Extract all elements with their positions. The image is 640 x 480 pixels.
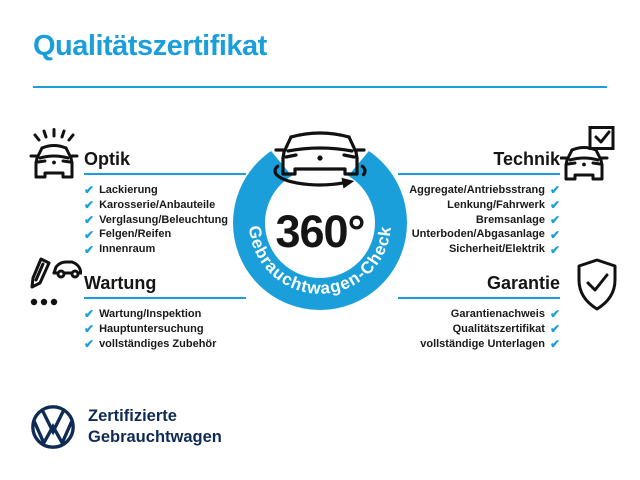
list-item xyxy=(84,213,246,228)
item-label: Wartung/Inspektion xyxy=(99,308,202,320)
service-checklist-icon xyxy=(26,256,82,312)
check-icon: ✔ xyxy=(84,198,95,213)
check-icon: ✔ xyxy=(549,212,560,227)
item-label: Innenraum xyxy=(99,243,156,256)
section-underline xyxy=(84,173,246,175)
check-icon: ✔ xyxy=(549,227,560,242)
check-icon: ✔ xyxy=(84,307,95,322)
check-icon: ✔ xyxy=(84,322,95,337)
checklist-garantie xyxy=(398,307,560,351)
section-garantie xyxy=(398,274,560,351)
section-underline xyxy=(84,297,246,299)
brand-claim xyxy=(88,406,222,448)
check-icon: ✔ xyxy=(549,307,560,322)
ring-label: Gebrauchtwagen-Check xyxy=(244,224,396,299)
list-item xyxy=(84,198,246,213)
checklist-optik xyxy=(84,183,246,257)
car-checkbox-icon xyxy=(560,126,616,184)
item-label: Lenkung/Fahrwerk xyxy=(447,198,545,211)
check-icon: ✔ xyxy=(84,212,95,227)
list-item xyxy=(84,183,246,198)
section-wartung xyxy=(84,274,246,351)
item-label: Lackierung xyxy=(99,184,158,196)
list-item xyxy=(398,227,560,242)
section-title-garantie: Garantie xyxy=(486,273,560,293)
check-icon: ✔ xyxy=(84,183,95,198)
title-divider xyxy=(33,86,607,88)
check-icon: ✔ xyxy=(549,322,560,337)
check-icon: ✔ xyxy=(84,227,95,242)
list-item xyxy=(84,307,246,322)
list-item xyxy=(398,307,560,322)
list-item xyxy=(398,322,560,337)
shield-check-icon xyxy=(574,258,620,312)
item-label: Karosserie/Anbauteile xyxy=(99,198,216,211)
section-underline xyxy=(398,173,560,175)
item-label: vollständige Unterlagen xyxy=(420,337,545,350)
360-check-badge xyxy=(225,116,415,328)
list-item xyxy=(398,183,560,198)
page-title: Qualitätszertifikat xyxy=(33,30,267,62)
list-item xyxy=(398,198,560,213)
item-label: Felgen/Reifen xyxy=(99,228,172,241)
item-label: Garantienachweis xyxy=(450,308,545,320)
item-label: Hauptuntersuchung xyxy=(99,322,204,335)
checklist-technik xyxy=(398,183,560,257)
check-icon: ✔ xyxy=(549,183,560,198)
check-icon: ✔ xyxy=(84,242,95,257)
arrow-head xyxy=(342,178,355,189)
list-item xyxy=(84,227,246,242)
item-label: vollständiges Zubehör xyxy=(99,337,217,350)
brand-claim-line2: Gebrauchtwagen xyxy=(88,428,222,446)
section-title-technik: Technik xyxy=(493,149,560,169)
item-label: Aggregate/Antriebsstrang xyxy=(409,184,545,196)
check-icon: ✔ xyxy=(549,242,560,257)
vw-logo xyxy=(30,404,76,450)
check-icon: ✔ xyxy=(84,336,95,351)
section-underline xyxy=(398,297,560,299)
section-title-optik: Optik xyxy=(84,149,131,169)
list-item xyxy=(398,242,560,257)
item-label: Bremsanlage xyxy=(475,213,545,226)
list-item xyxy=(398,337,560,352)
item-label: Qualitätszertifikat xyxy=(452,322,545,335)
list-item xyxy=(398,213,560,228)
degree-label: 360° xyxy=(275,206,365,257)
check-icon: ✔ xyxy=(549,198,560,213)
brand-claim-line1: Zertifizierte xyxy=(88,407,177,425)
list-item xyxy=(84,337,246,352)
list-item xyxy=(84,322,246,337)
check-icon: ✔ xyxy=(549,336,560,351)
item-label: Verglasung/Beleuchtung xyxy=(99,213,229,226)
section-optik xyxy=(84,150,246,257)
section-title-wartung: Wartung xyxy=(84,273,157,293)
list-item xyxy=(84,242,246,257)
checklist-wartung xyxy=(84,307,246,351)
item-label: Sicherheit/Elektrik xyxy=(448,243,545,256)
car-shine-icon xyxy=(26,128,80,182)
item-label: Unterboden/Abgasanlage xyxy=(411,228,545,241)
section-technik xyxy=(398,150,560,257)
